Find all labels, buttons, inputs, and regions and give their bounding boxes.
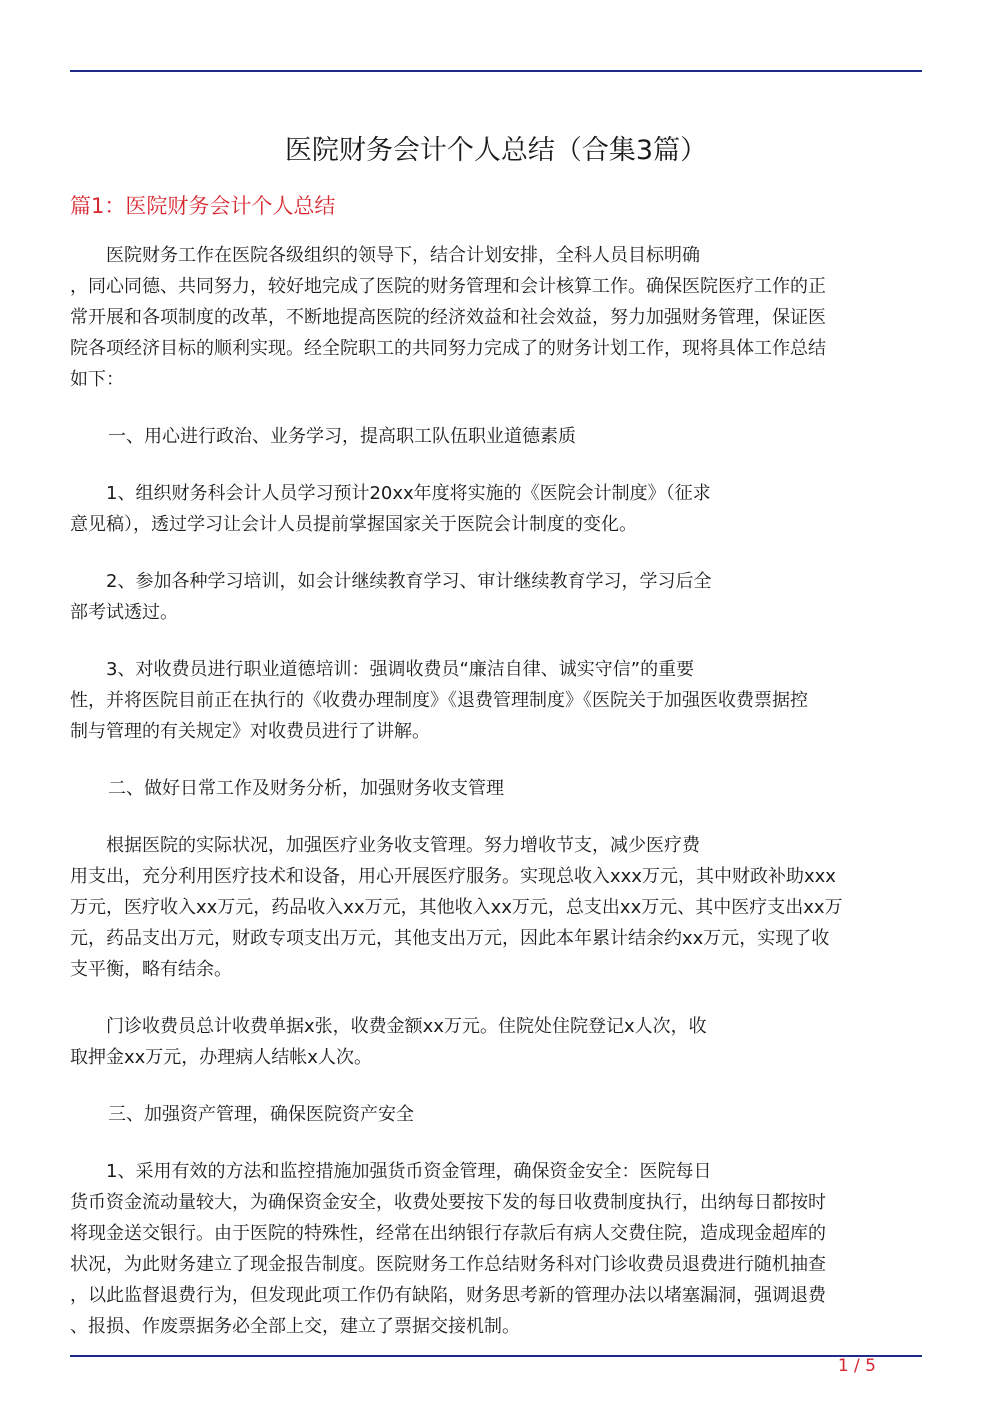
paragraph-line: 支平衡，略有结余。 bbox=[70, 959, 232, 980]
body-paragraph bbox=[70, 830, 915, 985]
paragraph-line: 根据医院的实际状况，加强医疗业务收支管理。努力增收节支，减少医疗费 bbox=[70, 835, 700, 856]
paragraph-line: 将现金送交银行。由于医院的特殊性，经常在出纳银行存款后有病人交费住院，造成现金超库的 bbox=[70, 1223, 826, 1244]
body-paragraph bbox=[70, 654, 915, 747]
paragraph-line: 1、组织财务科会计人员学习预计20xx年度将实施的《医院会计制度》（征求 bbox=[70, 483, 711, 504]
paragraph-line: ，以此监督退费行为，但发现此项工作仍有缺陷，财务思考新的管理办法以堵塞漏洞，强调退费 bbox=[70, 1285, 826, 1306]
document-body bbox=[70, 240, 915, 1342]
paragraph-line: 意见稿），透过学习让会计人员提前掌握国家关于医院会计制度的变化。 bbox=[70, 514, 637, 535]
section-heading: 一、用心进行政治、业务学习，提高职工队伍职业道德素质 bbox=[108, 426, 576, 447]
paragraph-line: 部考试透过。 bbox=[70, 602, 178, 623]
paragraph-line: 常开展和各项制度的改革，不断地提高医院的经济效益和社会效益，努力加强财务管理，保证医 bbox=[70, 307, 826, 328]
paragraph-line: 性，并将医院目前正在执行的《收费办理制度》《退费管理制度》《医院关于加强医收费票据控 bbox=[70, 690, 808, 711]
section-heading: 三、加强资产管理，确保医院资产安全 bbox=[108, 1104, 414, 1125]
header-rule bbox=[70, 70, 922, 72]
body-paragraph bbox=[70, 1011, 915, 1073]
paragraph-line: 取押金xx万元，办理病人结帐x人次。 bbox=[70, 1047, 372, 1068]
paragraph-line: 、报损、作废票据务必全部上交，建立了票据交接机制。 bbox=[70, 1316, 520, 1337]
document-title: 医院财务会计个人总结（合集3篇） bbox=[284, 135, 708, 166]
paragraph-line: 医院财务工作在医院各级组织的领导下，结合计划安排，全科人员目标明确 bbox=[70, 245, 700, 266]
page-number: 1 / 5 bbox=[837, 1356, 876, 1376]
body-paragraph bbox=[70, 1156, 915, 1342]
paragraph-line: 制与管理的有关规定》对收费员进行了讲解。 bbox=[70, 721, 430, 742]
body-paragraph bbox=[70, 478, 915, 540]
body-paragraph bbox=[70, 566, 915, 628]
section-title: 篇1：医院财务会计个人总结 bbox=[70, 194, 336, 218]
paragraph-line: 1、采用有效的方法和监控措施加强货币资金管理，确保资金安全：医院每日 bbox=[70, 1161, 712, 1182]
paragraph-line: 如下： bbox=[70, 369, 124, 390]
paragraph-line: 院各项经济目标的顺利实现。经全院职工的共同努力完成了的财务计划工作，现将具体工作总结 bbox=[70, 338, 826, 359]
section-heading: 二、做好日常工作及财务分析，加强财务收支管理 bbox=[108, 778, 504, 799]
body-paragraph bbox=[70, 240, 915, 395]
paragraph-line: 2、参加各种学习培训，如会计继续教育学习、审计继续教育学习，学习后全 bbox=[70, 571, 712, 592]
paragraph-line: 状况，为此财务建立了现金报告制度。医院财务工作总结财务科对门诊收费员退费进行随机抽查 bbox=[70, 1254, 826, 1275]
paragraph-line: 门诊收费员总计收费单据x张，收费金额xx万元。住院处住院登记x人次，收 bbox=[70, 1016, 707, 1037]
paragraph-line: 万元，医疗收入xx万元，药品收入xx万元，其他收入xx万元，总支出xx万元、其中医疗支出xx万 bbox=[70, 897, 843, 918]
footer-rule bbox=[70, 1355, 922, 1357]
paragraph-line: 货币资金流动量较大，为确保资金安全，收费处要按下发的每日收费制度执行，出纳每日都按时 bbox=[70, 1192, 826, 1213]
paragraph-line: 用支出，充分利用医疗技术和设备，用心开展医疗服务。实现总收入xxx万元，其中财政补助xxx bbox=[70, 866, 836, 887]
paragraph-line: 元，药品支出万元，财政专项支出万元，其他支出万元，因此本年累计结余约xx万元，实现了收 bbox=[70, 928, 830, 949]
paragraph-line: 3、对收费员进行职业道德培训：强调收费员“廉洁自律、诚实守信”的重要 bbox=[70, 659, 695, 680]
paragraph-line: ，同心同德、共同努力，较好地完成了医院的财务管理和会计核算工作。确保医院医疗工作的正 bbox=[70, 276, 826, 297]
